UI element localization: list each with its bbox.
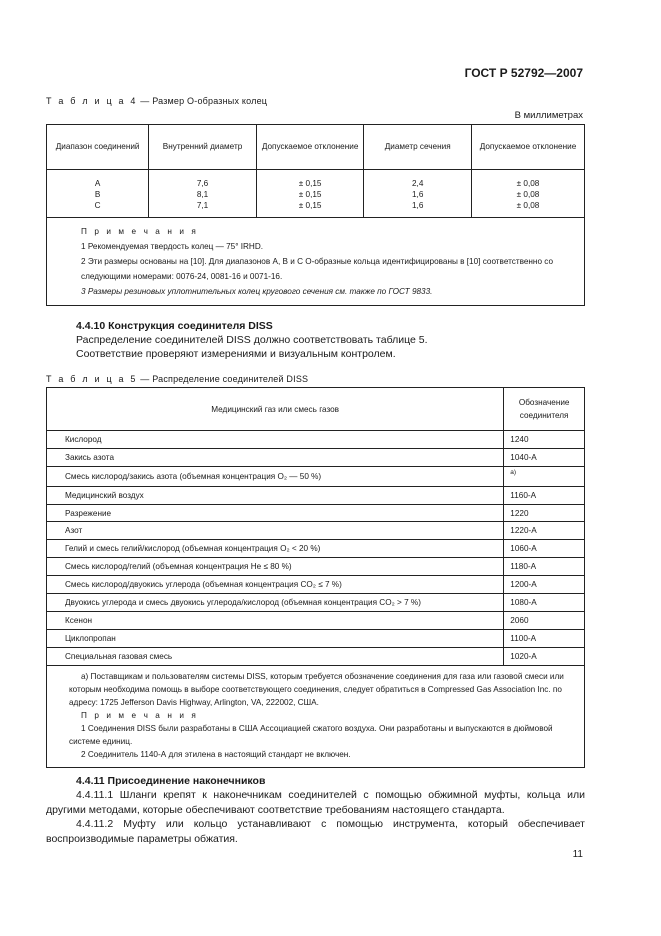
section-4-4-10-heading: 4.4.10 Конструкция соединителя DISS [76, 320, 273, 332]
table5-row [47, 448, 585, 466]
table5-gas-cell: Азот [47, 522, 504, 540]
table5-gas-cell: Циклопропан [47, 629, 504, 647]
table4-caption-label: Т а б л и ц а 4 [46, 96, 138, 106]
table5-gas-cell: Смесь кислород/двуокись углерода (объемная концентрация CO₂ ≤ 7 %) [47, 576, 504, 594]
table5-gas-cell: Закись азота [47, 448, 504, 466]
table5-header-row [47, 388, 585, 431]
section-4-4-11-paragraph1: 4.4.11.1 Шланги крепят к наконечникам соединителей с помощью обжимной муфты, кольца или другими методами, которые обеспечивают соответствие требованиям настоящего стандарта. [46, 789, 585, 816]
table4-section-values: 2,4 1,6 1,6 [364, 170, 472, 218]
page-number: 11 [572, 849, 583, 860]
table4-tol2-values: ± 0,08 ± 0,08 ± 0,08 [472, 170, 585, 218]
table4 [46, 124, 585, 306]
section-4-4-11-paragraph2: 4.4.11.2 Муфту или кольцо устанавливают с помощью инструмента, который обеспечивает воспроизводимые параметры обжатия. [46, 818, 585, 845]
table4-col-tolerance2: Допускаемое отклонение [472, 125, 585, 170]
table5-gas-cell: Медицинский воздух [47, 486, 504, 504]
table5-code-cell: 1220 [504, 504, 585, 522]
table5-row [47, 576, 585, 594]
table5-col-gas: Медицинский газ или смесь газов [47, 388, 504, 431]
table4-notes-row [47, 218, 585, 306]
table5-gas-cell: Смесь кислород/закись азота (объемная концентрация O₂ — 50 %) [47, 466, 504, 486]
document-header: ГОСТ Р 52792—2007 [464, 66, 583, 80]
table5-code-cell: 1160-А [504, 486, 585, 504]
table5-row [47, 558, 585, 576]
table4-caption-text: — Размер О-образных колец [137, 96, 268, 106]
table5-col-code: Обозначение соединителя [504, 388, 585, 431]
table5-gas-cell: Кислород [47, 431, 504, 449]
table5-code-cell: 2060 [504, 611, 585, 629]
table5-caption-text: — Распределение соединителей DISS [137, 374, 309, 384]
table5-caption [46, 374, 308, 384]
table5-note2: 2 Соединитель 1140-А для этилена в настоящий стандарт не включен. [81, 749, 351, 759]
table4-units: В миллиметрах [514, 110, 583, 121]
table5-code-cell: 1180-А [504, 558, 585, 576]
table4-notes [47, 218, 585, 306]
table5-code-cell: 1100-А [504, 629, 585, 647]
table4-range-values: A B C [47, 170, 149, 218]
table5-note1: 1 Соединения DISS были разработаны в США Ассоциацией сжатого воздуха. Они разработаны и выпускаются в дюймовой системе единиц. [69, 723, 553, 746]
table5-row [47, 486, 585, 504]
table5-row [47, 466, 585, 486]
table5-footnote-cell [47, 665, 585, 767]
table5-body [47, 431, 585, 666]
section-4-4-10-paragraph1: Распределение соединителей DISS должно соответствовать таблице 5. [76, 334, 428, 346]
table5-code-cell: 1060-А [504, 540, 585, 558]
section-4-4-10-paragraph2: Соответствие проверяют измерениями и визуальным контролем. [76, 348, 396, 360]
table5-row [47, 629, 585, 647]
table5-gas-cell: Гелий и смесь гелий/кислород (объемная концентрация O₂ < 20 %) [47, 540, 504, 558]
table4-tol1-values: ± 0,15 ± 0,15 ± 0,15 [256, 170, 364, 218]
table5-notes-heading: П р и м е ч а н и я [81, 710, 199, 720]
table4-caption [46, 96, 267, 106]
table5-code-cell: 1080-А [504, 594, 585, 612]
table5-code-cell: 1220-А [504, 522, 585, 540]
table5 [46, 387, 585, 768]
table4-col-section-diameter: Диаметр сечения [364, 125, 472, 170]
table5-gas-cell: Ксенон [47, 611, 504, 629]
table5-gas-cell: Разрежение [47, 504, 504, 522]
table5-row [47, 611, 585, 629]
table5-gas-cell: Двуокись углерода и смесь двуокись углерода/кислород (объемная концентрация CO₂ > 7 %) [47, 594, 504, 612]
table5-row [47, 522, 585, 540]
table4-col-tolerance1: Допускаемое отклонение [256, 125, 364, 170]
table5-code-cell: 1240 [504, 431, 585, 449]
table4-col-inner-diameter: Внутренний диаметр [149, 125, 257, 170]
table5-code-cell: 1020-А [504, 647, 585, 665]
table4-note3: 3 Размеры резиновых уплотнительных колец кругового сечения см. также по ГОСТ 9833. [81, 287, 433, 296]
table5-row [47, 647, 585, 665]
table5-gas-cell: Специальная газовая смесь [47, 647, 504, 665]
table5-code-cell: 1040-А [504, 448, 585, 466]
table5-row [47, 431, 585, 449]
table5-code-cell: а) [504, 466, 585, 486]
table5-gas-cell: Смесь кислород/гелий (объемная концентрация He ≤ 80 %) [47, 558, 504, 576]
table5-footnote: а) Поставщикам и пользователям системы DISS, которым требуется обозначение соединения для газа или газовой смеси или которым необходима помощь в выборе соответствующего соединения, следует обратиться в Compressed Gas Association Inc. по адресу: 1725 Jefferson Davis Highway, Arlington, VA, 222002, США. [69, 671, 564, 707]
table4-note2: 2 Эти размеры основаны на [10]. Для диапазонов А, В и С О-образные кольца идентифицированы в [10] соответственно со следующими номерами: 0076-24, 0081-16 и 0071-16. [81, 257, 554, 281]
table5-row [47, 504, 585, 522]
table4-note1: 1 Рекомендуемая твердость колец — 75° IRHD. [81, 242, 264, 251]
table5-row [47, 540, 585, 558]
table5-row [47, 594, 585, 612]
table4-notes-heading: П р и м е ч а н и я [81, 227, 199, 236]
table5-caption-label: Т а б л и ц а 5 [46, 374, 138, 384]
section-4-4-11-heading: 4.4.11 Присоединение наконечников [76, 775, 266, 787]
table4-col-range: Диапазон соединений [47, 125, 149, 170]
table4-header-row [47, 125, 585, 170]
table4-inner-values: 7,6 8,1 7,1 [149, 170, 257, 218]
table5-footnote-row [47, 665, 585, 767]
table4-data-row [47, 170, 585, 218]
table5-code-cell: 1200-А [504, 576, 585, 594]
